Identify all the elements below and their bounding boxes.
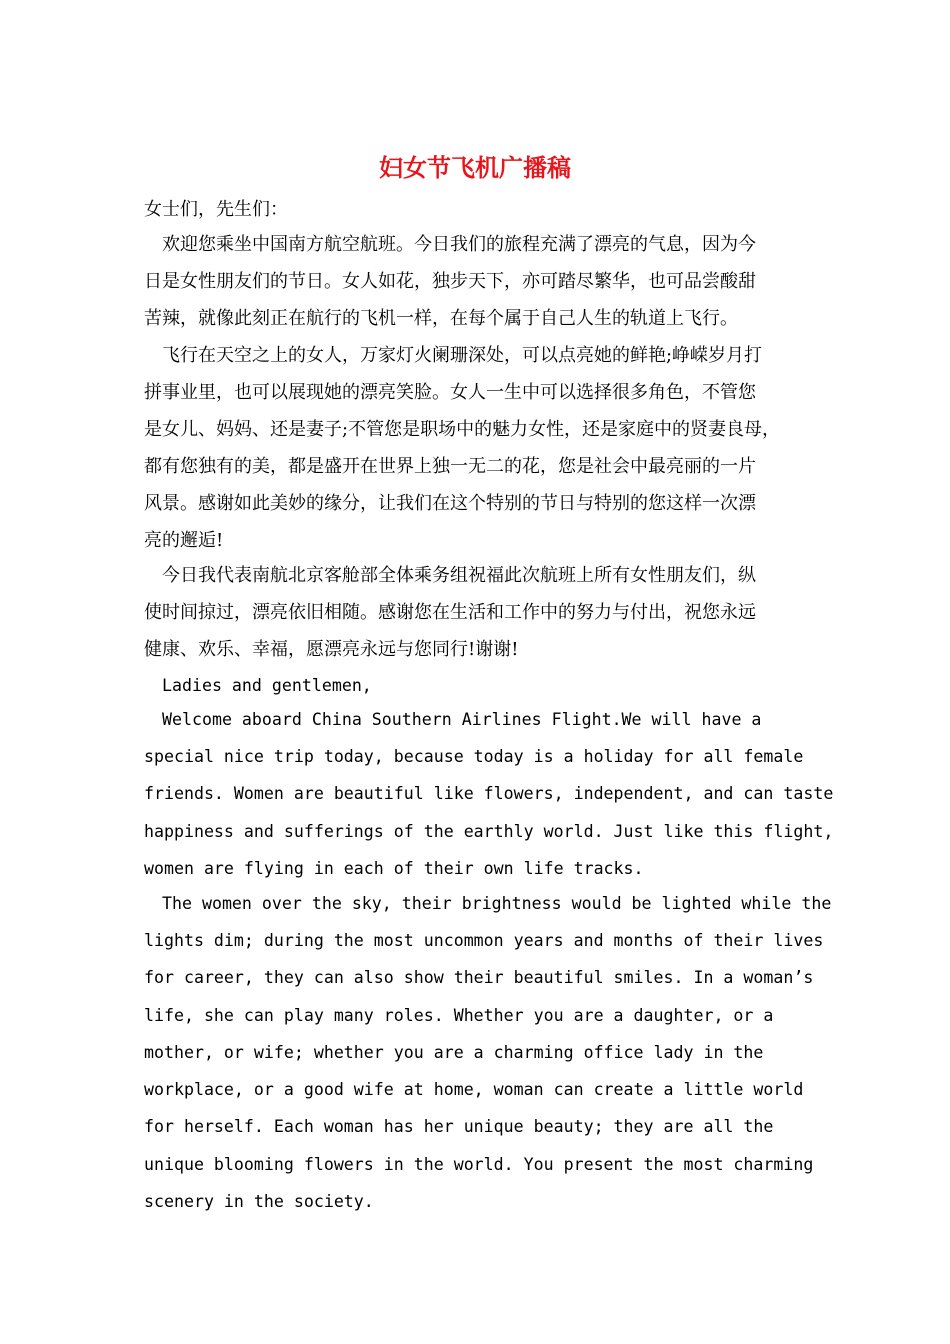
english-text-line: workplace, or a good wife at home, woman can create a little world: [144, 1080, 804, 1099]
english-text-line: life, she can play many roles. Whether you are a daughter, or a: [144, 1006, 774, 1025]
chinese-text-line: 日是女性朋友们的节日。女人如花，独步天下，亦可踏尽繁华，也可品尝酸甜: [144, 271, 756, 292]
chinese-text-line: 苦辣，就像此刻正在航行的飞机一样，在每个属于自己人生的轨道上飞行。: [144, 308, 738, 329]
english-text-line: happiness and sufferings of the earthly world. Just like this flight,: [144, 822, 834, 841]
english-text-line: lights dim; during the most uncommon years and months of their lives: [144, 931, 824, 950]
chinese-text-line: 今日我代表南航北京客舱部全体乘务组祝福此次航班上所有女性朋友们，纵: [162, 565, 756, 586]
chinese-text-line: 是女儿、妈妈、还是妻子;不管您是职场中的魅力女性，还是家庭中的贤妻良母，: [144, 419, 781, 440]
salutation-cn: 女士们，先生们：: [144, 199, 288, 220]
english-text-line: scenery in the society.: [144, 1192, 374, 1211]
english-text-line: special nice trip today, because today is a holiday for all female: [144, 747, 804, 766]
english-text-line: unique blooming flowers in the world. You present the most charming: [144, 1155, 814, 1174]
salutation-en: Ladies and gentlemen,: [162, 676, 372, 695]
english-text-line: women are flying in each of their own life tracks.: [144, 859, 644, 878]
english-text-line: The women over the sky, their brightness would be lighted while the: [162, 894, 832, 913]
chinese-text-line: 风景。感谢如此美妙的缘分，让我们在这个特别的节日与特别的您这样一次漂: [144, 493, 756, 514]
english-text-line: for herself. Each woman has her unique beauty; they are all the: [144, 1117, 774, 1136]
chinese-text-line: 亮的邂逅!: [144, 530, 224, 551]
chinese-text-line: 健康、欢乐、幸福，愿漂亮永远与您同行!谢谢!: [144, 639, 519, 660]
english-text-line: friends. Women are beautiful like flowers, independent, and can taste: [144, 784, 834, 803]
chinese-text-line: 飞行在天空之上的女人，万家灯火阑珊深处，可以点亮她的鲜艳;峥嵘岁月打: [162, 345, 763, 366]
english-text-line: mother, or wife; whether you are a charming office lady in the: [144, 1043, 764, 1062]
english-text-line: Welcome aboard China Southern Airlines Flight.We will have a: [162, 710, 762, 729]
chinese-text-line: 欢迎您乘坐中国南方航空航班。今日我们的旅程充满了漂亮的气息，因为今: [162, 234, 756, 255]
english-text-line: for career, they can also show their beautiful smiles. In a woman’s: [144, 968, 814, 987]
chinese-text-line: 拼事业里，也可以展现她的漂亮笑脸。女人一生中可以选择很多角色，不管您: [144, 382, 756, 403]
chinese-text-line: 都有您独有的美，都是盛开在世界上独一无二的花，您是社会中最亮丽的一片: [144, 456, 756, 477]
document-title: 妇女节飞机广播稿: [379, 153, 571, 182]
chinese-text-line: 使时间掠过，漂亮依旧相随。感谢您在生活和工作中的努力与付出，祝您永远: [144, 602, 756, 623]
